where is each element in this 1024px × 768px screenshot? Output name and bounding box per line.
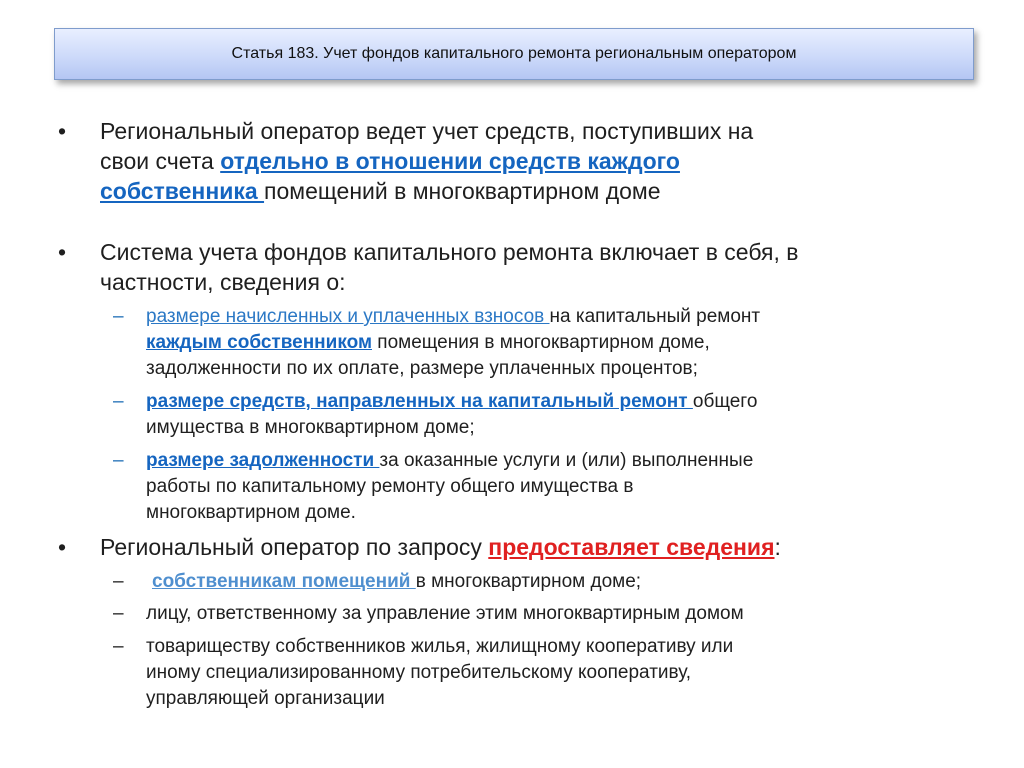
sub-2-2-link[interactable]: размере средств, направленных на капитальный ремонт (146, 391, 693, 412)
sub-2-2-line-1 (146, 390, 966, 414)
dash-marker: – (113, 306, 124, 327)
bullet-1-link-cont[interactable]: собственника (100, 178, 265, 204)
slide-title: Статья 183. Учет фондов капитального ремонта региональным оператором (231, 45, 797, 62)
bullet-2-line-2: частности, сведения о: (100, 269, 346, 295)
bullet-marker: • (58, 118, 67, 144)
sub-2-2-line-2: имущества в многоквартирном доме; (146, 417, 475, 438)
bullet-marker: • (58, 534, 67, 560)
sub-2-3-line-1 (146, 449, 966, 473)
sub-2-1-link[interactable]: размере начисленных и уплаченных взносов (146, 306, 550, 327)
sub-3-3-line-2: иному специализированному потребительскому кооперативу, (146, 662, 692, 683)
bullet-1-link[interactable]: отдельно в отношении средств каждого (220, 148, 680, 174)
bullet-marker: • (58, 239, 67, 265)
sub-2-1-line-1 (146, 305, 966, 329)
sub-2-1-text-2: помещения в многоквартирном доме, (372, 332, 710, 353)
sub-2-3-text: за оказанные услуги и (или) выполненные (379, 450, 754, 471)
sub-3-3-line-1: товариществу собственников жилья, жилищному кооперативу или (146, 636, 734, 657)
bullet-1-text-end: помещений в многоквартирном доме (264, 178, 661, 204)
dash-marker: – (113, 450, 124, 471)
dash-marker: – (113, 571, 124, 592)
bullet-3-colon: : (774, 534, 781, 560)
sub-2-1-line-2 (146, 331, 966, 355)
sub-3-1-link[interactable]: собственникам помещений (152, 571, 416, 592)
dash-marker: – (113, 391, 124, 412)
bullet-1-line-2 (100, 147, 980, 175)
bullet-1-line-1: Региональный оператор ведет учет средств, поступивших на (100, 118, 754, 144)
bullet-3-text: Региональный оператор по запросу (100, 534, 489, 560)
bullet-1-line-3 (100, 177, 980, 205)
dash-marker: – (113, 636, 124, 657)
sub-2-3-line-2: работы по капитальному ремонту общего имущества в (146, 476, 634, 497)
sub-2-3-line-3: многоквартирном доме. (146, 502, 356, 523)
sub-2-2-text: общего (692, 391, 758, 412)
bullet-2-line-1: Система учета фондов капитального ремонта включает в себя, в (100, 239, 799, 265)
bullet-3-emphasis: предоставляет сведения (488, 534, 775, 560)
sub-2-1-text: на капитальный ремонт (549, 306, 761, 327)
sub-2-1-line-3: задолженности по их оплате, размере уплаченных процентов; (146, 358, 698, 379)
sub-3-1-line-1 (152, 570, 972, 594)
sub-2-3-link[interactable]: размере задолженности (146, 450, 380, 471)
sub-3-1-text: в многоквартирном доме; (415, 571, 642, 592)
dash-marker: – (113, 603, 124, 624)
sub-3-2-line-1: лицу, ответственному за управление этим многоквартирным домом (146, 603, 744, 624)
sub-3-3-line-3: управляющей организации (146, 688, 385, 709)
bullet-1-text: свои счета (100, 148, 221, 174)
bullet-3-line-1 (100, 533, 980, 561)
sub-2-1-link-2[interactable]: каждым собственником (146, 332, 372, 353)
